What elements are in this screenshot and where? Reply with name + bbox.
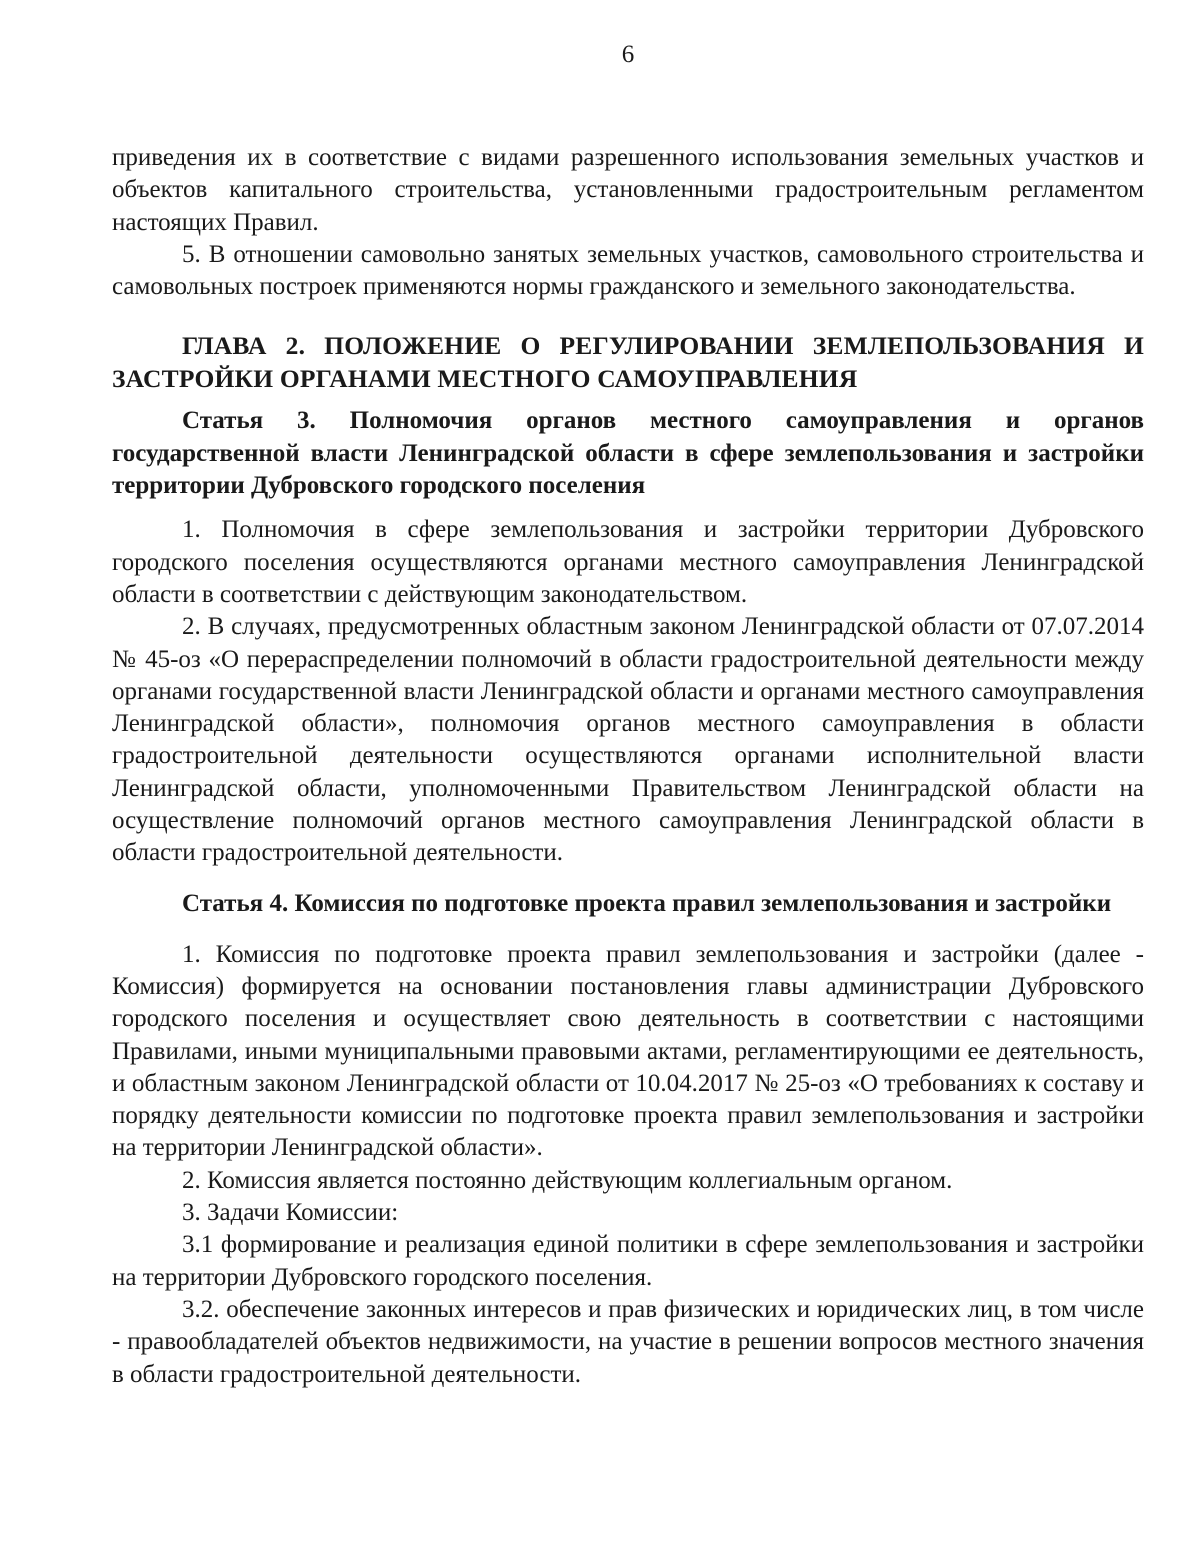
article-item: 2. Комиссия является постоянно действующим коллегиальным органом.: [182, 1166, 953, 1194]
intro-paragraph: приведения их в соответствие с видами разрешенного использования земельных участков и объектов капитального строительства, установленными градостроительным регламентом настоящих Правил.: [112, 144, 1144, 236]
page-number: 6: [621, 41, 635, 68]
article-heading: Статья 3. Полномочия органов местного самоуправления и органов государственной власти Ленинградской области в сфере землепользования и застройки территории Дубровского городского поселения: [112, 407, 1144, 500]
article-item: 3.1 формирование и реализация единой политики в сфере землепользования и застройки на территории Дубровского городского поселения.: [112, 1231, 1144, 1291]
article-item: 3. Задачи Комиссии:: [182, 1199, 399, 1227]
article-item: 1. Комиссия по подготовке проекта правил землепользования и застройки (далее - Комиссия) формируется на основании постановления главы администрации Дубровского городского поселения и осуществляет свою деятельность в соответствии с настоящими Правилами, иными муниципальными правовыми актами, регламентирующими ее деятельность, и областным законом Ленинградской области от 10.04.2017 № 25-оз «О требованиях к составу и порядку деятельности комиссии по подготовке проекта правил землепользования и застройки на территории Ленинградской области».: [112, 940, 1144, 1162]
article-item: 1. Полномочия в сфере землепользования и застройки территории Дубровского городского поселения осуществляются органами местного самоуправления Ленинградской области в соответствии с действующим законодательством.: [112, 516, 1144, 608]
article-item: 2. В случаях, предусмотренных областным законом Ленинградской области от 07.07.2014 № 45-оз «О перераспределении полномочий в области градостроительной деятельности между органами государственной власти Ленинградской области и органами местного самоуправления Ленинградской области», полномочия органов местного самоуправления в области градостроительной деятельности осуществляются органами исполнительной власти Ленинградской области, уполномоченными Правительством Ленинградской области на осуществление полномочий органов местного самоуправления Ленинградской области в области градостроительной деятельности.: [112, 613, 1144, 867]
chapter-heading: ГЛАВА 2. ПОЛОЖЕНИЕ О РЕГУЛИРОВАНИИ ЗЕМЛЕПОЛЬЗОВАНИЯ И ЗАСТРОЙКИ ОРГАНАМИ МЕСТНОГО САМОУПРАВЛЕНИЯ: [112, 331, 1144, 394]
article-heading: Статья 4. Комиссия по подготовке проекта правил землепользования и застройки: [182, 889, 1112, 917]
article-item: 3.2. обеспечение законных интересов и прав физических и юридических лиц, в том числе - правообладателей объектов недвижимости, на участие в решении вопросов местного значения в области градостроительной деятельности.: [112, 1295, 1144, 1388]
intro-paragraph: 5. В отношении самовольно занятых земельных участков, самовольного строительства и самовольных построек применяются нормы гражданского и земельного законодательства.: [112, 240, 1144, 301]
document-page: [112, 40, 1144, 1391]
